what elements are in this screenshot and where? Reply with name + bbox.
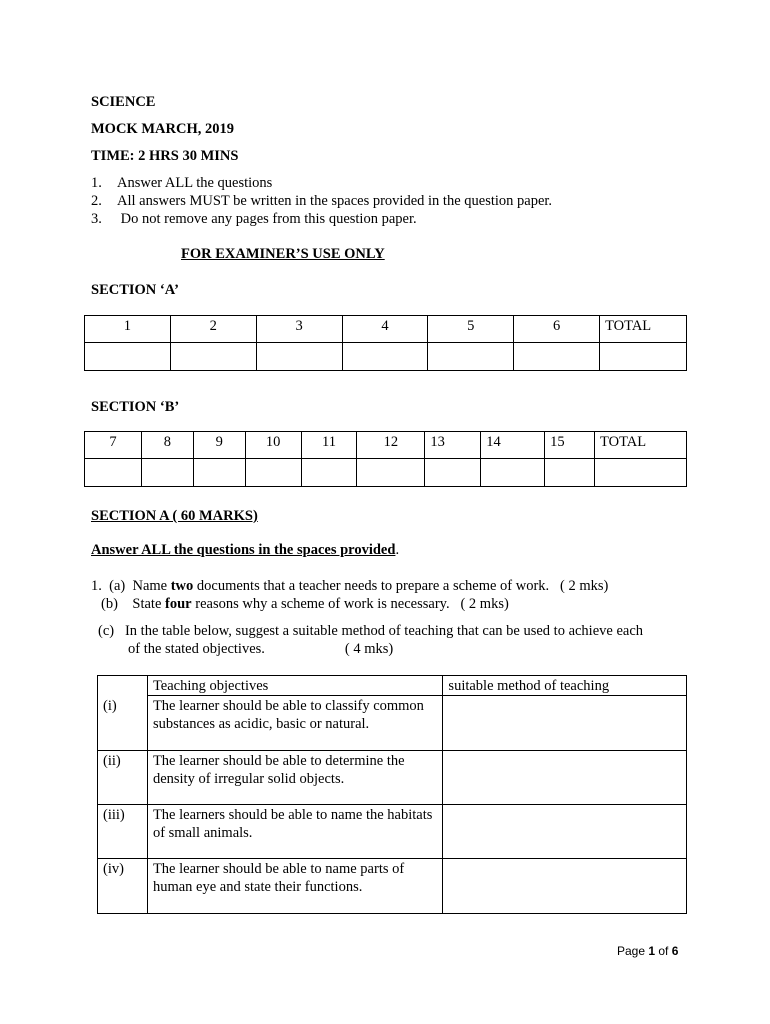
instruction-number: 2. <box>91 193 102 209</box>
objectives-header-row <box>98 676 687 696</box>
section-a-heading: SECTION A ( 60 MARKS) <box>91 508 258 524</box>
score-cell-total <box>600 343 687 371</box>
instruction-text: All answers MUST be written in the spaces provided in the question paper. <box>117 193 553 209</box>
instruction-text: Answer ALL the questions <box>117 175 273 191</box>
objective-text: The learner should be able to name parts of human eye and state their functions. <box>147 859 442 914</box>
exam-title: MOCK MARCH, 2019 <box>91 121 234 137</box>
score-entry-row <box>85 343 687 371</box>
question-1c-line2 <box>128 641 393 658</box>
question-1b-prefix: (b) State <box>101 596 166 612</box>
subject-title: SCIENCE <box>91 94 156 110</box>
score-cell <box>428 343 514 371</box>
score-cell <box>85 343 171 371</box>
method-answer-cell[interactable] <box>443 751 687 805</box>
method-answer-cell[interactable] <box>443 805 687 859</box>
score-header-row <box>85 432 687 459</box>
score-col-header: 12 <box>357 432 425 459</box>
objectives-num-header <box>98 676 148 696</box>
instruction-1 <box>91 175 272 192</box>
score-col-header: 13 <box>425 432 481 459</box>
question-1c-text: of the stated objectives. <box>128 641 265 657</box>
objective-text: The learner should be able to determine the density of irregular solid objects. <box>147 751 442 805</box>
page-word: Page <box>617 944 649 958</box>
section-a-instruction-text: Answer ALL the questions in the spaces provided <box>91 542 396 558</box>
score-cell <box>141 459 193 487</box>
instruction-3 <box>91 211 417 228</box>
method-col-header: suitable method of teaching <box>443 676 687 696</box>
objectives-row <box>98 859 687 914</box>
score-cell <box>514 343 600 371</box>
score-entry-row <box>85 459 687 487</box>
instruction-text: Do not remove any pages from this question paper. <box>117 211 417 227</box>
objectives-row <box>98 696 687 751</box>
objective-number: (ii) <box>98 751 148 805</box>
objectives-table <box>97 675 687 914</box>
score-cell <box>425 459 481 487</box>
score-col-header: 3 <box>256 316 342 343</box>
score-col-header: 11 <box>301 432 357 459</box>
objective-number: (i) <box>98 696 148 751</box>
instruction-number: 1. <box>91 175 102 191</box>
score-cell <box>481 459 545 487</box>
score-col-header: 10 <box>245 432 301 459</box>
objective-number: (iv) <box>98 859 148 914</box>
score-col-header-total: TOTAL <box>595 432 687 459</box>
question-1a-bold: two <box>170 578 194 594</box>
score-col-header-total: TOTAL <box>600 316 687 343</box>
objectives-col-header: Teaching objectives <box>147 676 442 696</box>
method-answer-cell[interactable] <box>443 696 687 751</box>
score-cell <box>256 343 342 371</box>
section-a-instruction <box>91 542 399 559</box>
objectives-row <box>98 805 687 859</box>
score-cell <box>193 459 245 487</box>
question-1c-marks: ( 4 mks) <box>344 641 394 657</box>
method-answer-cell[interactable] <box>443 859 687 914</box>
score-col-header: 4 <box>342 316 428 343</box>
question-1b-rest: reasons why a scheme of work is necessary. ( 2 mks) <box>191 596 509 612</box>
objective-number: (iii) <box>98 805 148 859</box>
objectives-row <box>98 751 687 805</box>
score-col-header: 2 <box>170 316 256 343</box>
current-page: 1 <box>648 944 656 958</box>
section-b-label: SECTION ‘B’ <box>91 399 180 415</box>
objective-text: The learners should be able to name the habitats of small animals. <box>147 805 442 859</box>
score-cell <box>342 343 428 371</box>
question-1b <box>101 596 509 613</box>
score-col-header: 1 <box>85 316 171 343</box>
score-col-header: 5 <box>428 316 514 343</box>
score-cell <box>301 459 357 487</box>
section-b-score-table <box>84 431 687 487</box>
exam-time: TIME: 2 HRS 30 MINS <box>91 148 239 164</box>
score-header-row <box>85 316 687 343</box>
score-cell <box>245 459 301 487</box>
score-col-header: 15 <box>545 432 595 459</box>
total-pages: 6 <box>671 944 679 958</box>
question-1b-bold: four <box>165 596 192 612</box>
question-1a <box>91 578 608 595</box>
score-cell <box>170 343 256 371</box>
examiner-title: FOR EXAMINER’S USE ONLY <box>181 246 385 262</box>
section-a-instruction-end: . <box>395 542 400 558</box>
section-a-score-table <box>84 315 687 371</box>
page-number <box>617 944 678 958</box>
score-cell <box>545 459 595 487</box>
score-col-header: 8 <box>141 432 193 459</box>
instruction-2 <box>91 193 552 210</box>
score-col-header: 9 <box>193 432 245 459</box>
section-a-label: SECTION ‘A’ <box>91 282 179 298</box>
score-col-header: 14 <box>481 432 545 459</box>
instruction-number: 3. <box>91 211 102 227</box>
score-col-header: 7 <box>85 432 142 459</box>
score-cell-total <box>595 459 687 487</box>
score-cell <box>85 459 142 487</box>
of-word: of <box>655 944 672 958</box>
question-1c-line1: (c) In the table below, suggest a suitable method of teaching that can be used to achieve each <box>98 623 644 639</box>
objective-text: The learner should be able to classify common substances as acidic, basic or natural. <box>147 696 442 751</box>
score-col-header: 6 <box>514 316 600 343</box>
question-1a-rest: documents that a teacher needs to prepare a scheme of work. ( 2 mks) <box>193 578 609 594</box>
score-cell <box>357 459 425 487</box>
question-1a-prefix: 1. (a) Name <box>91 578 171 594</box>
